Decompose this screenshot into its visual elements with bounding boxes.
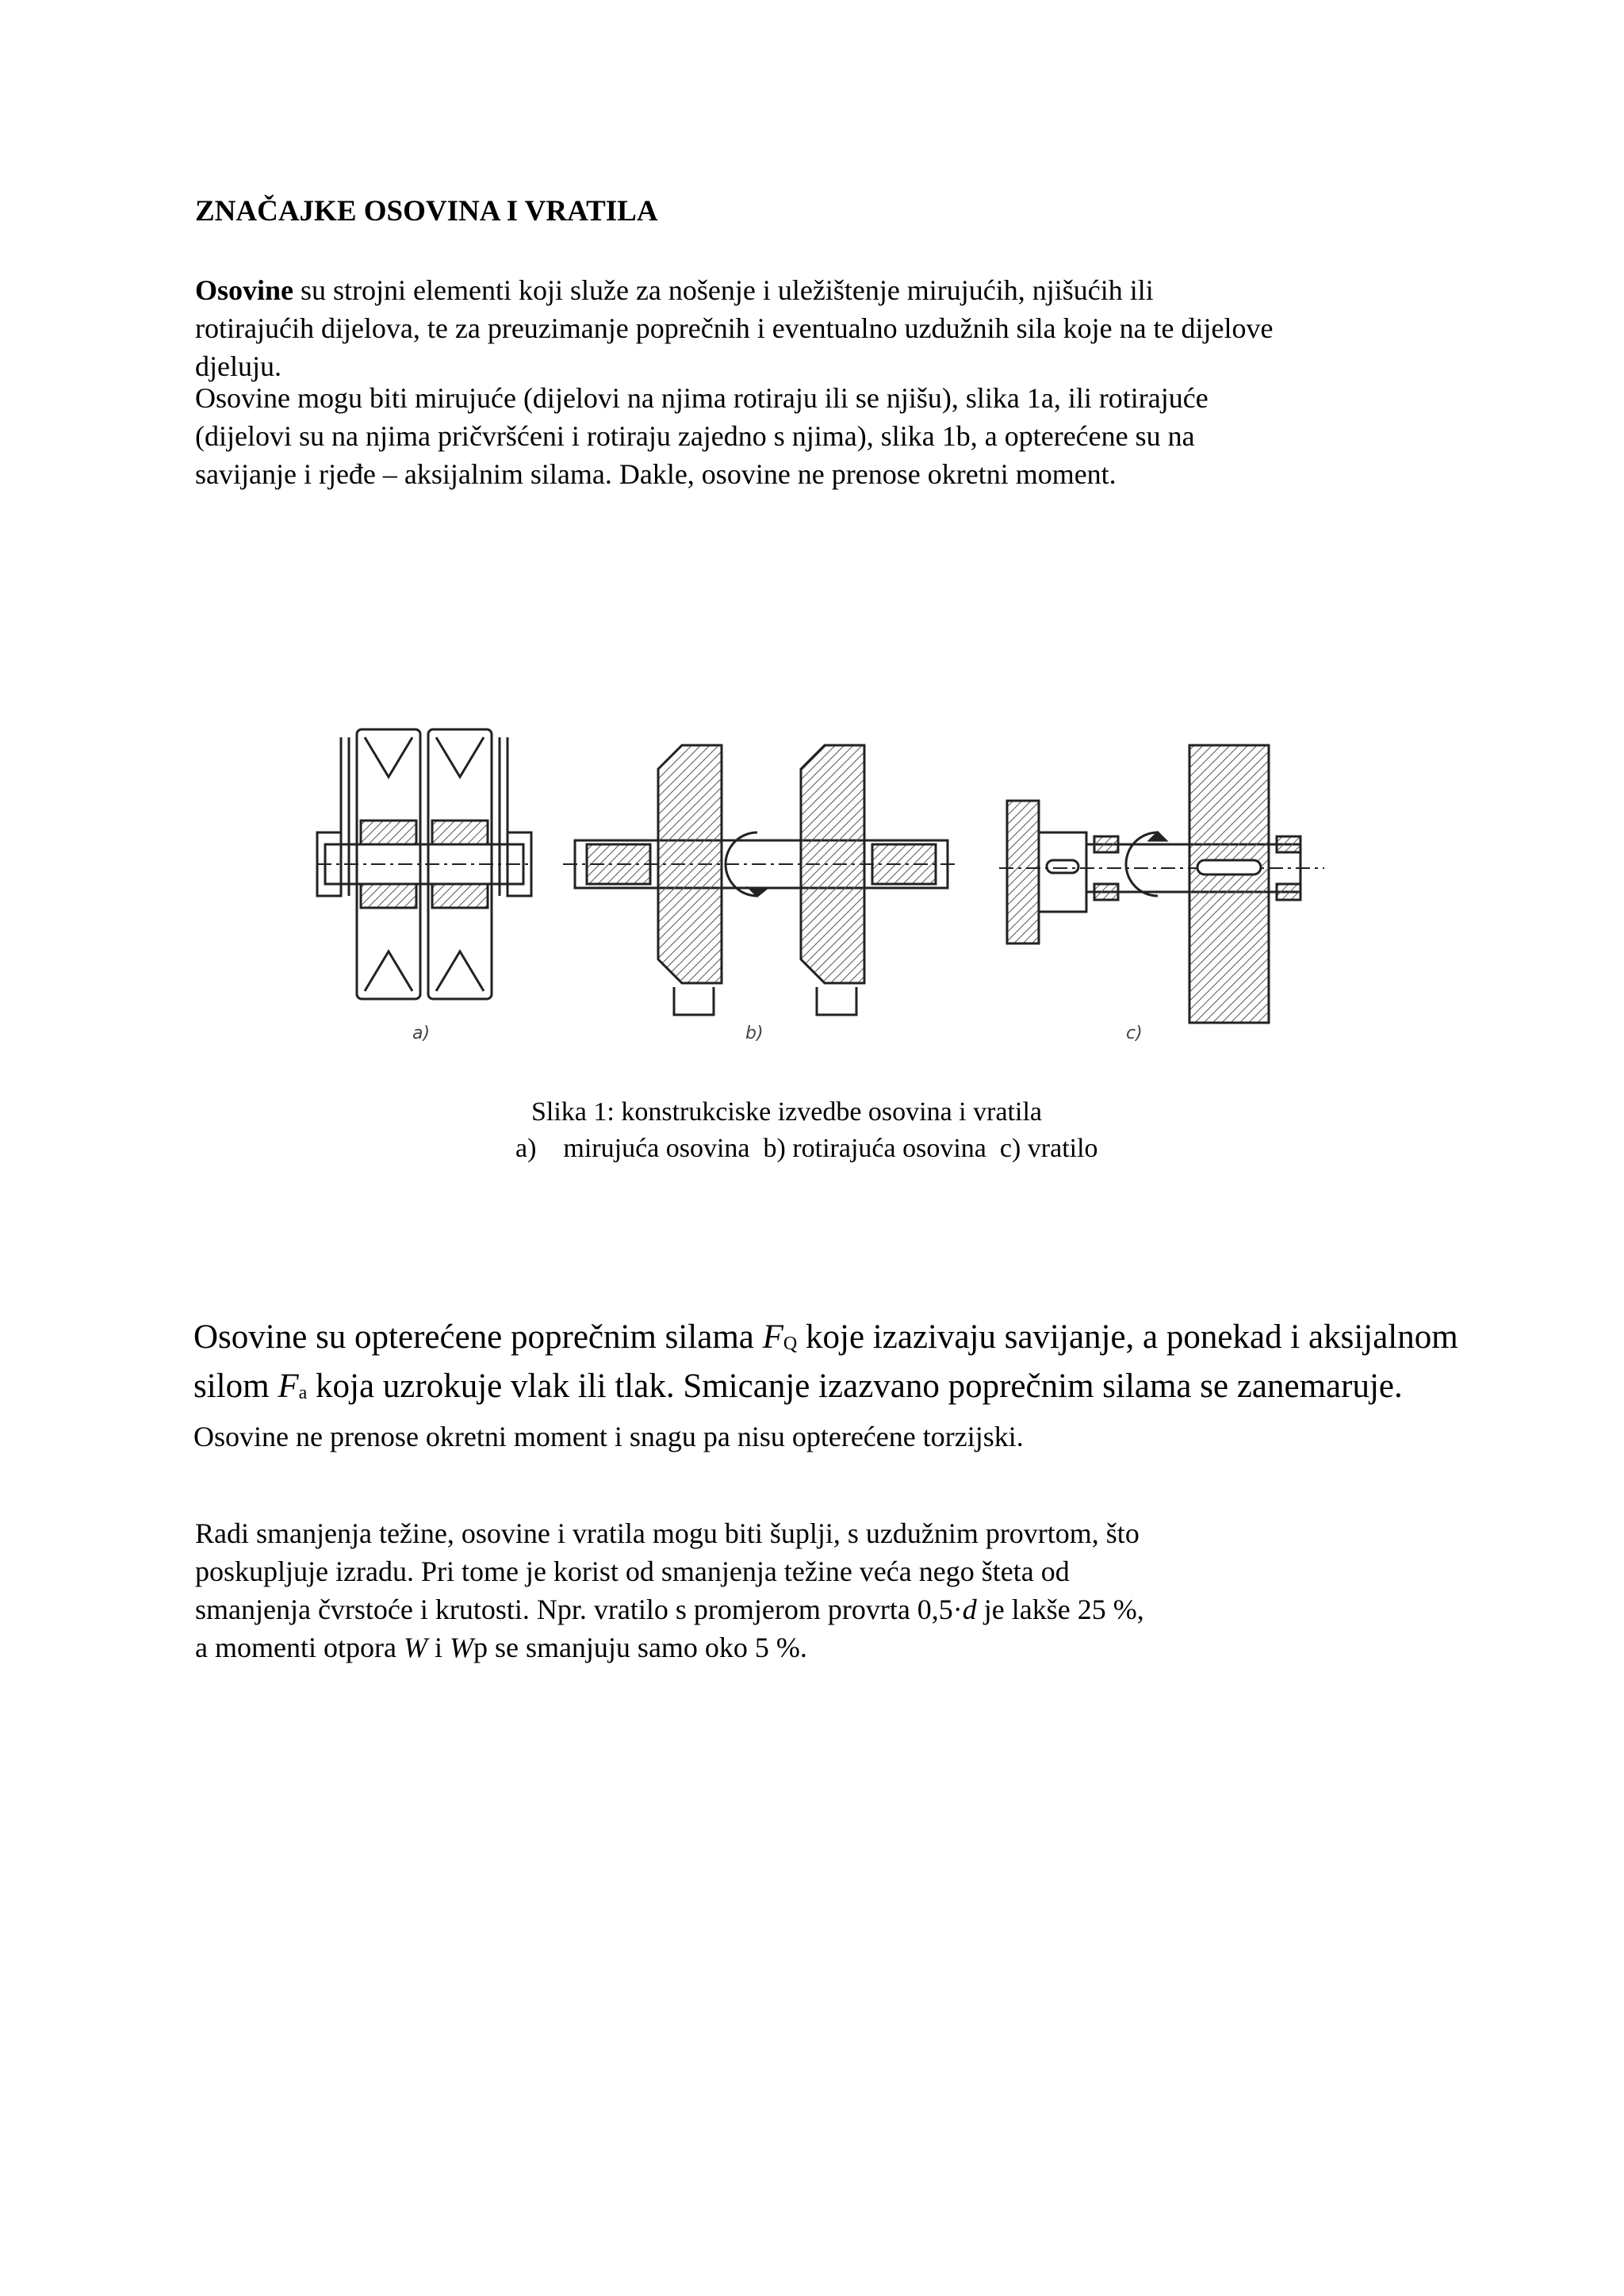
symbol-subscript: p	[473, 1632, 488, 1663]
figure-label-a: a)	[412, 1024, 431, 1043]
symbol-force: F	[278, 1368, 299, 1405]
symbol-subscript: Q	[783, 1334, 798, 1354]
figure-caption-line2: a) mirujuća osovina b) rotirajuća osovina c) vratilo	[515, 1134, 1098, 1163]
figure-shaft-designs	[301, 714, 1332, 1070]
bold-term-osovine: Osovine	[195, 274, 294, 306]
symbol-diameter: d	[962, 1594, 977, 1625]
paragraph-text: Osovine su opterećene poprečnim silama	[193, 1318, 763, 1356]
figure-b-rotating-axle	[563, 745, 959, 1015]
paragraph-text: je lakše 25 %, a momenti otpora	[195, 1594, 1144, 1663]
paragraph-loads	[193, 1316, 1462, 1458]
paragraph-text: i	[427, 1632, 450, 1663]
paragraph-text: koje izazivaju savijanje, a ponekad i aksijalnom silom	[193, 1318, 1458, 1405]
symbol-wp: W	[449, 1632, 473, 1663]
paragraph-text: su strojni elementi koji služe za nošenje i uležištenje mirujućih, njišućih ili rotirajućih dijelova, te za preuzimanje poprečnih i eventualno uzdužnih sila koje na te dijelove djeluju.	[195, 274, 1274, 382]
paragraph-text: Osovine ne prenose okretni moment i snagu pa nisu opterećene torzijski.	[193, 1421, 1024, 1452]
figure-c-shaft-with-gear	[999, 745, 1324, 1023]
symbol-subscript: a	[298, 1383, 308, 1403]
paragraph-text: Radi smanjenja težine, osovine i vratila mogu biti šuplji, s uzdužnim provrtom, što poskupljuje izradu. Pri tome je korist od smanjenja težine veća nego šteta od smanjenja čvrstoće i krutosti. Npr. vratilo s promjerom provrta 0,5·	[195, 1517, 1139, 1625]
paragraph-text: se smanjuju samo oko 5 %.	[487, 1632, 807, 1663]
document-title: ZNAČAJKE OSOVINA I VRATILA	[195, 195, 658, 228]
symbol-force: F	[762, 1318, 783, 1356]
figure-label-b: b)	[745, 1024, 764, 1043]
paragraph-hollow-shafts	[195, 1514, 1496, 1667]
figure-caption-line1: Slika 1: konstrukciske izvedbe osovina i vratila	[531, 1097, 1042, 1127]
paragraph-osovine-definition	[195, 271, 1496, 385]
figure-a-stationary-axle	[317, 729, 531, 999]
paragraph-text: koja uzrokuje vlak ili tlak. Smicanje izazvano poprečnim silama se zanemaruje.	[307, 1368, 1403, 1405]
paragraph-osovine-types: Osovine mogu biti mirujuće (dijelovi na njima rotiraju ili se njišu), slika 1a, ili rotirajuće (dijelovi su na njima pričvršćeni i rotiraju zajedno s njima), slika 1b, a opterećene su na savijanje i rjeđe – aksijalnim silama. Dakle, osovine ne prenose okretni moment.	[195, 382, 1208, 490]
symbol-w: W	[403, 1632, 427, 1663]
figure-label-c: c)	[1126, 1024, 1143, 1043]
